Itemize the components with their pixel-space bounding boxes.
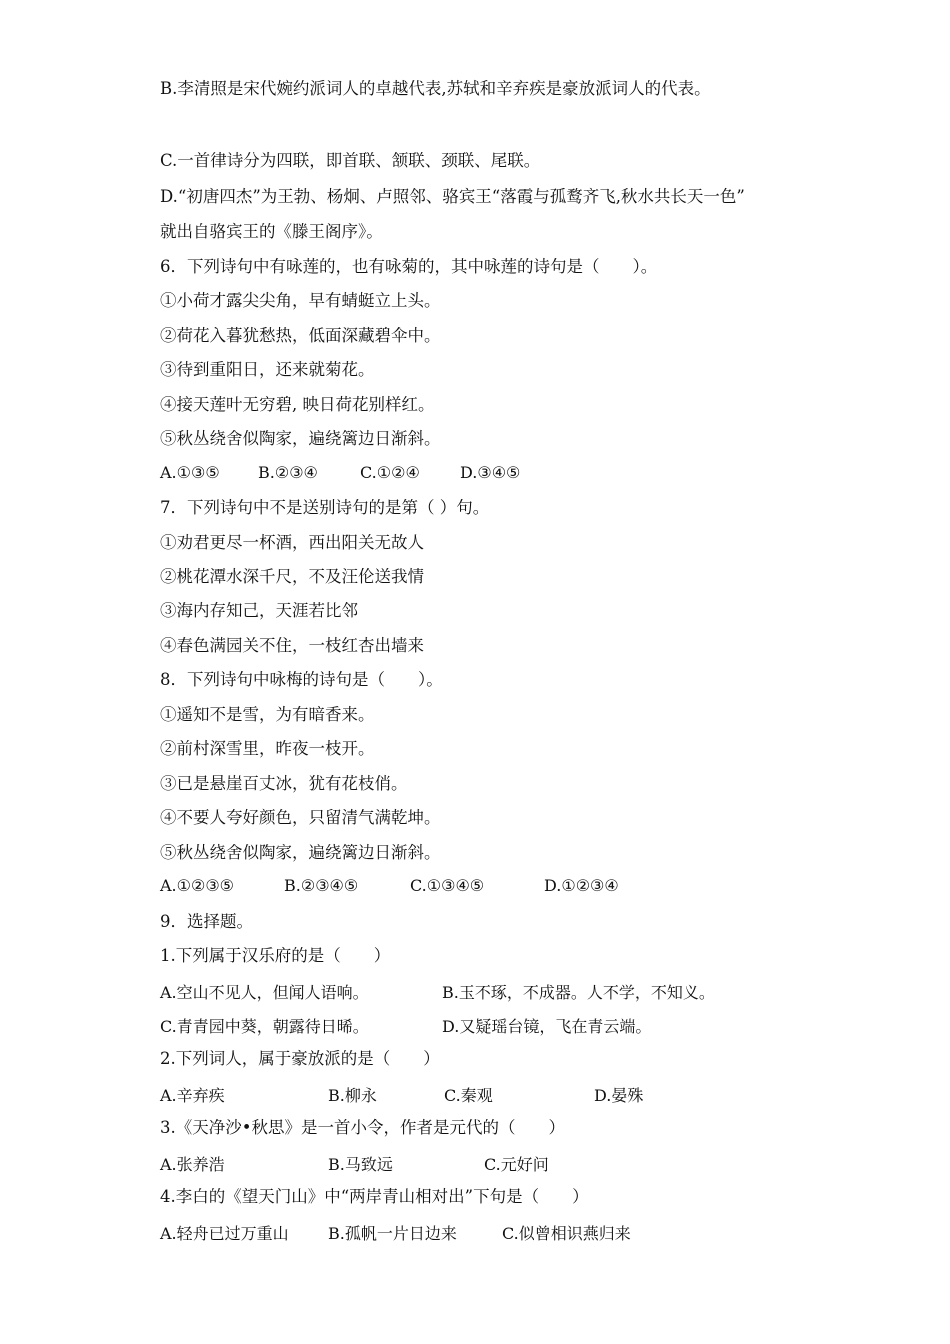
- q9-3-option-a: A.张养浩: [160, 1155, 225, 1174]
- q9-1-option-a: A.空山不见人，但闻人语响。: [160, 983, 369, 1002]
- q6-item: ④接天莲叶无穷碧, 映日荷花别样红。: [160, 395, 435, 414]
- q6-item: ③待到重阳日，还来就菊花。: [160, 360, 375, 379]
- q6-stem: 6．下列诗句中有咏莲的，也有咏菊的，其中咏莲的诗句是（ ）。: [160, 257, 658, 276]
- q6-item: ②荷花入暮犹愁热，低面深藏碧伞中。: [160, 326, 441, 345]
- q8-item: ④不要人夸好颜色，只留清气满乾坤。: [160, 808, 441, 827]
- q7-stem: 7．下列诗句中不是送别诗句的是第（ ）句。: [160, 498, 490, 517]
- q5-option-c: C.一首律诗分为四联，即首联、颔联、颈联、尾联。: [160, 151, 541, 170]
- q8-option-b: B.②③④⑤: [284, 876, 359, 895]
- q6-option-a: A.①③⑤: [160, 463, 220, 482]
- q9-4-option-c: C.似曾相识燕归来: [502, 1224, 631, 1243]
- q8-item: ③已是悬崖百丈冰，犹有花枝俏。: [160, 774, 408, 793]
- q6-option-b: B.②③④: [258, 463, 318, 482]
- q5-option-d-continued: 就出自骆宾王的《滕王阁序》。: [160, 222, 383, 241]
- q5-option-d: D.“初唐四杰”为王勃、杨炯、卢照邻、骆宾王“落霞与孤鹜齐飞,秋水共长天一色”: [160, 187, 745, 206]
- q7-item: ①劝君更尽一杯酒，西出阳关无故人: [160, 533, 424, 552]
- q5-option-b: B.李清照是宋代婉约派词人的卓越代表,苏轼和辛弃疾是豪放派词人的代表。: [160, 79, 711, 98]
- q9-4-option-a: A.轻舟已过万重山: [160, 1224, 289, 1243]
- q9-1-options-row1: [160, 980, 920, 1002]
- q6-option-c: C.①②④: [360, 463, 420, 482]
- q9-2-option-b: B.柳永: [328, 1086, 377, 1105]
- q8-option-c: C.①③④⑤: [410, 876, 485, 895]
- q8-stem: 8．下列诗句中咏梅的诗句是（ ）。: [160, 670, 443, 689]
- q9-2-option-a: A.辛弃疾: [160, 1086, 225, 1105]
- q9-2-option-d: D.晏殊: [594, 1086, 644, 1105]
- q9-3-option-b: B.马致远: [328, 1155, 393, 1174]
- q9-1-option-b: B.玉不琢，不成器。人不学，不知义。: [442, 983, 715, 1002]
- q8-options: [160, 876, 920, 898]
- q9-2-option-c: C.秦观: [444, 1086, 493, 1105]
- q9-3-options: [160, 1152, 920, 1174]
- q8-item: ①遥知不是雪，为有暗香来。: [160, 705, 375, 724]
- q6-item: ⑤秋丛绕舍似陶家，遍绕篱边日渐斜。: [160, 429, 441, 448]
- q9-1-options-row2: [160, 1014, 920, 1036]
- q8-option-a: A.①②③⑤: [160, 876, 235, 895]
- q9-4-options: [160, 1221, 920, 1243]
- q9-1-stem: 1.下列属于汉乐府的是（ ）: [160, 946, 391, 965]
- q9-1-option-d: D.又疑瑶台镜，飞在青云端。: [442, 1017, 652, 1036]
- q7-item: ③海内存知己，天涯若比邻: [160, 601, 358, 620]
- q8-item: ②前村深雪里，昨夜一枝开。: [160, 739, 375, 758]
- q7-item: ②桃花潭水深千尺，不及汪伦送我情: [160, 567, 424, 586]
- q9-4-option-b: B.孤帆一片日边来: [328, 1224, 457, 1243]
- q6-options: [160, 463, 920, 485]
- q6-item: ①小荷才露尖尖角，早有蜻蜓立上头。: [160, 291, 441, 310]
- q8-item: ⑤秋丛绕舍似陶家，遍绕篱边日渐斜。: [160, 843, 441, 862]
- q9-4-stem: 4.李白的《望天门山》中“两岸青山相对出”下句是（ ）: [160, 1187, 589, 1206]
- q7-item: ④春色满园关不住，一枝红杏出墙来: [160, 636, 424, 655]
- q9-3-stem: 3.《天净沙•秋思》是一首小令，作者是元代的（ ）: [160, 1118, 565, 1137]
- q9-2-stem: 2.下列词人，属于豪放派的是（ ）: [160, 1049, 440, 1068]
- q6-option-d: D.③④⑤: [460, 463, 521, 482]
- q8-option-d: D.①②③④: [544, 876, 619, 895]
- q9-1-option-c: C.青青园中葵，朝露待日晞。: [160, 1017, 369, 1036]
- q9-3-option-c: C.元好问: [484, 1155, 549, 1174]
- q9-2-options: [160, 1083, 920, 1105]
- q9-stem: 9．选择题。: [160, 912, 253, 931]
